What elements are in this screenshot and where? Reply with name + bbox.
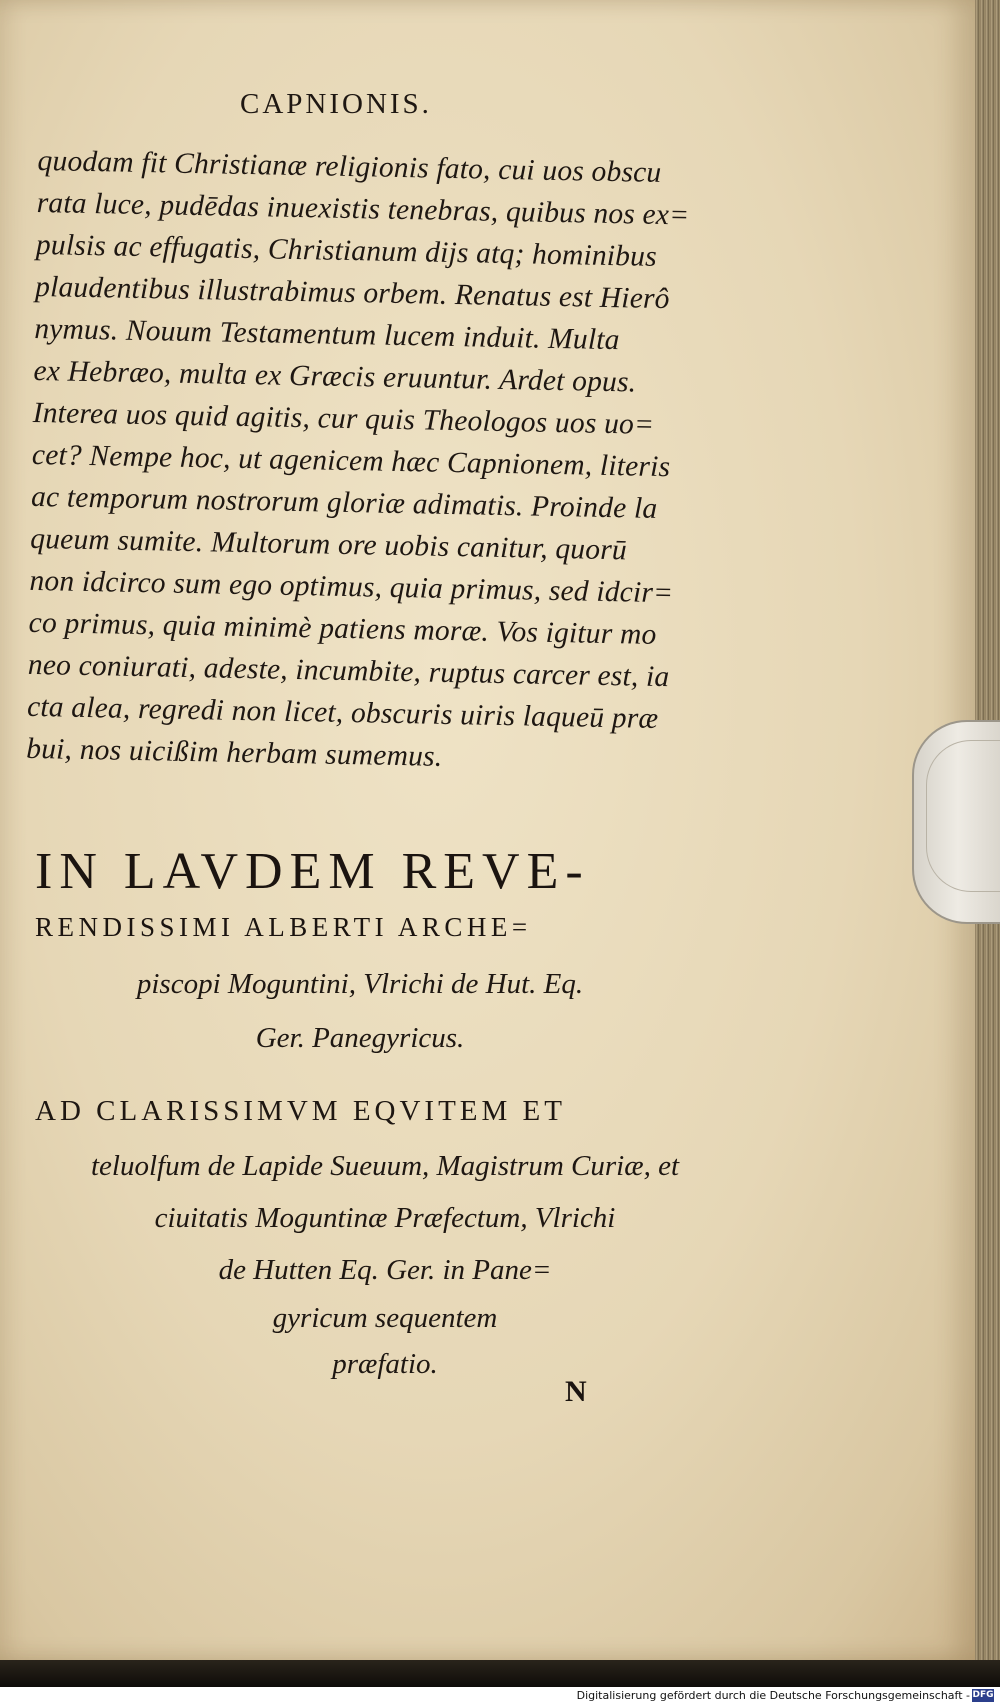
body-line: cet? Nempe hoc, ut agenicem hæc Capnionem, literis — [31, 438, 671, 484]
dedication-line: gyricum sequentem — [272, 1302, 498, 1334]
body-line: queum sumite. Multorum ore uobis canitur, quorū — [30, 522, 628, 567]
thumb-clamp-inner — [926, 740, 1000, 892]
dedication-title: AD CLARISSIMVM EQVITEM ET — [35, 1095, 566, 1127]
dedication-line: de Hutten Eq. Ger. in Pane= — [218, 1254, 552, 1286]
dedication-line: teluolfum de Lapide Sueuum, Magistrum Curiæ, et — [90, 1150, 680, 1182]
body-line: bui, nos uicißim herbam sumemus. — [26, 732, 443, 773]
heading-line: piscopi Moguntini, Vlrichi de Hut. Eq. — [136, 968, 584, 1000]
heading-title: IN LAVDEM REVE- — [35, 843, 590, 900]
body-line: quodam fit Christianæ religionis fato, cui uos obscu — [37, 144, 662, 189]
body-line: Interea uos quid agitis, cur quis Theologos uos uo= — [32, 396, 655, 441]
body-line: rata luce, pudēdas inuexistis tenebras, quibus nos ex= — [36, 186, 690, 232]
heading-line: Ger. Panegyricus. — [255, 1022, 465, 1054]
body-line: ac temporum nostrorum gloriæ adimatis. Proinde la — [30, 480, 658, 525]
dedication-line: ciuitatis Moguntinæ Præfectum, Vlrichi — [154, 1202, 616, 1234]
body-line: cta alea, regredi non licet, obscuris uiris laqueū præ — [26, 690, 659, 736]
signature-mark: N — [565, 1375, 587, 1408]
body-line: plaudentibus illustrabimus orbem. Renatus est Hierô — [34, 270, 670, 316]
body-text — [26, 140, 718, 783]
scan-bottom-border — [0, 1660, 1000, 1687]
body-line: pulsis ac effugatis, Christianum dijs atq; hominibus — [35, 228, 658, 273]
body-line: neo coniurati, adeste, incumbite, ruptus carcer est, ia — [27, 648, 670, 694]
running-head: CAPNIONIS. — [240, 88, 432, 120]
heading-subtitle: RENDISSIMI ALBERTI ARCHE= — [35, 912, 532, 942]
body-line: nymus. Nouum Testamentum lucem induit. Multa — [34, 312, 620, 357]
body-line: co primus, quia minimè patiens moræ. Vos igitur mo — [28, 606, 657, 651]
footer-credit: Digitalisierung gefördert durch die Deutsche Forschungsgemeinschaft - — [576, 1689, 970, 1702]
dedication-line: præfatio. — [332, 1348, 438, 1380]
body-line: non idcirco sum ego optimus, quia primus, sed idcir= — [29, 564, 674, 610]
dfg-logo: DFG — [972, 1690, 994, 1700]
body-line: ex Hebræo, multa ex Græcis eruuntur. Ardet opus. — [33, 354, 637, 399]
